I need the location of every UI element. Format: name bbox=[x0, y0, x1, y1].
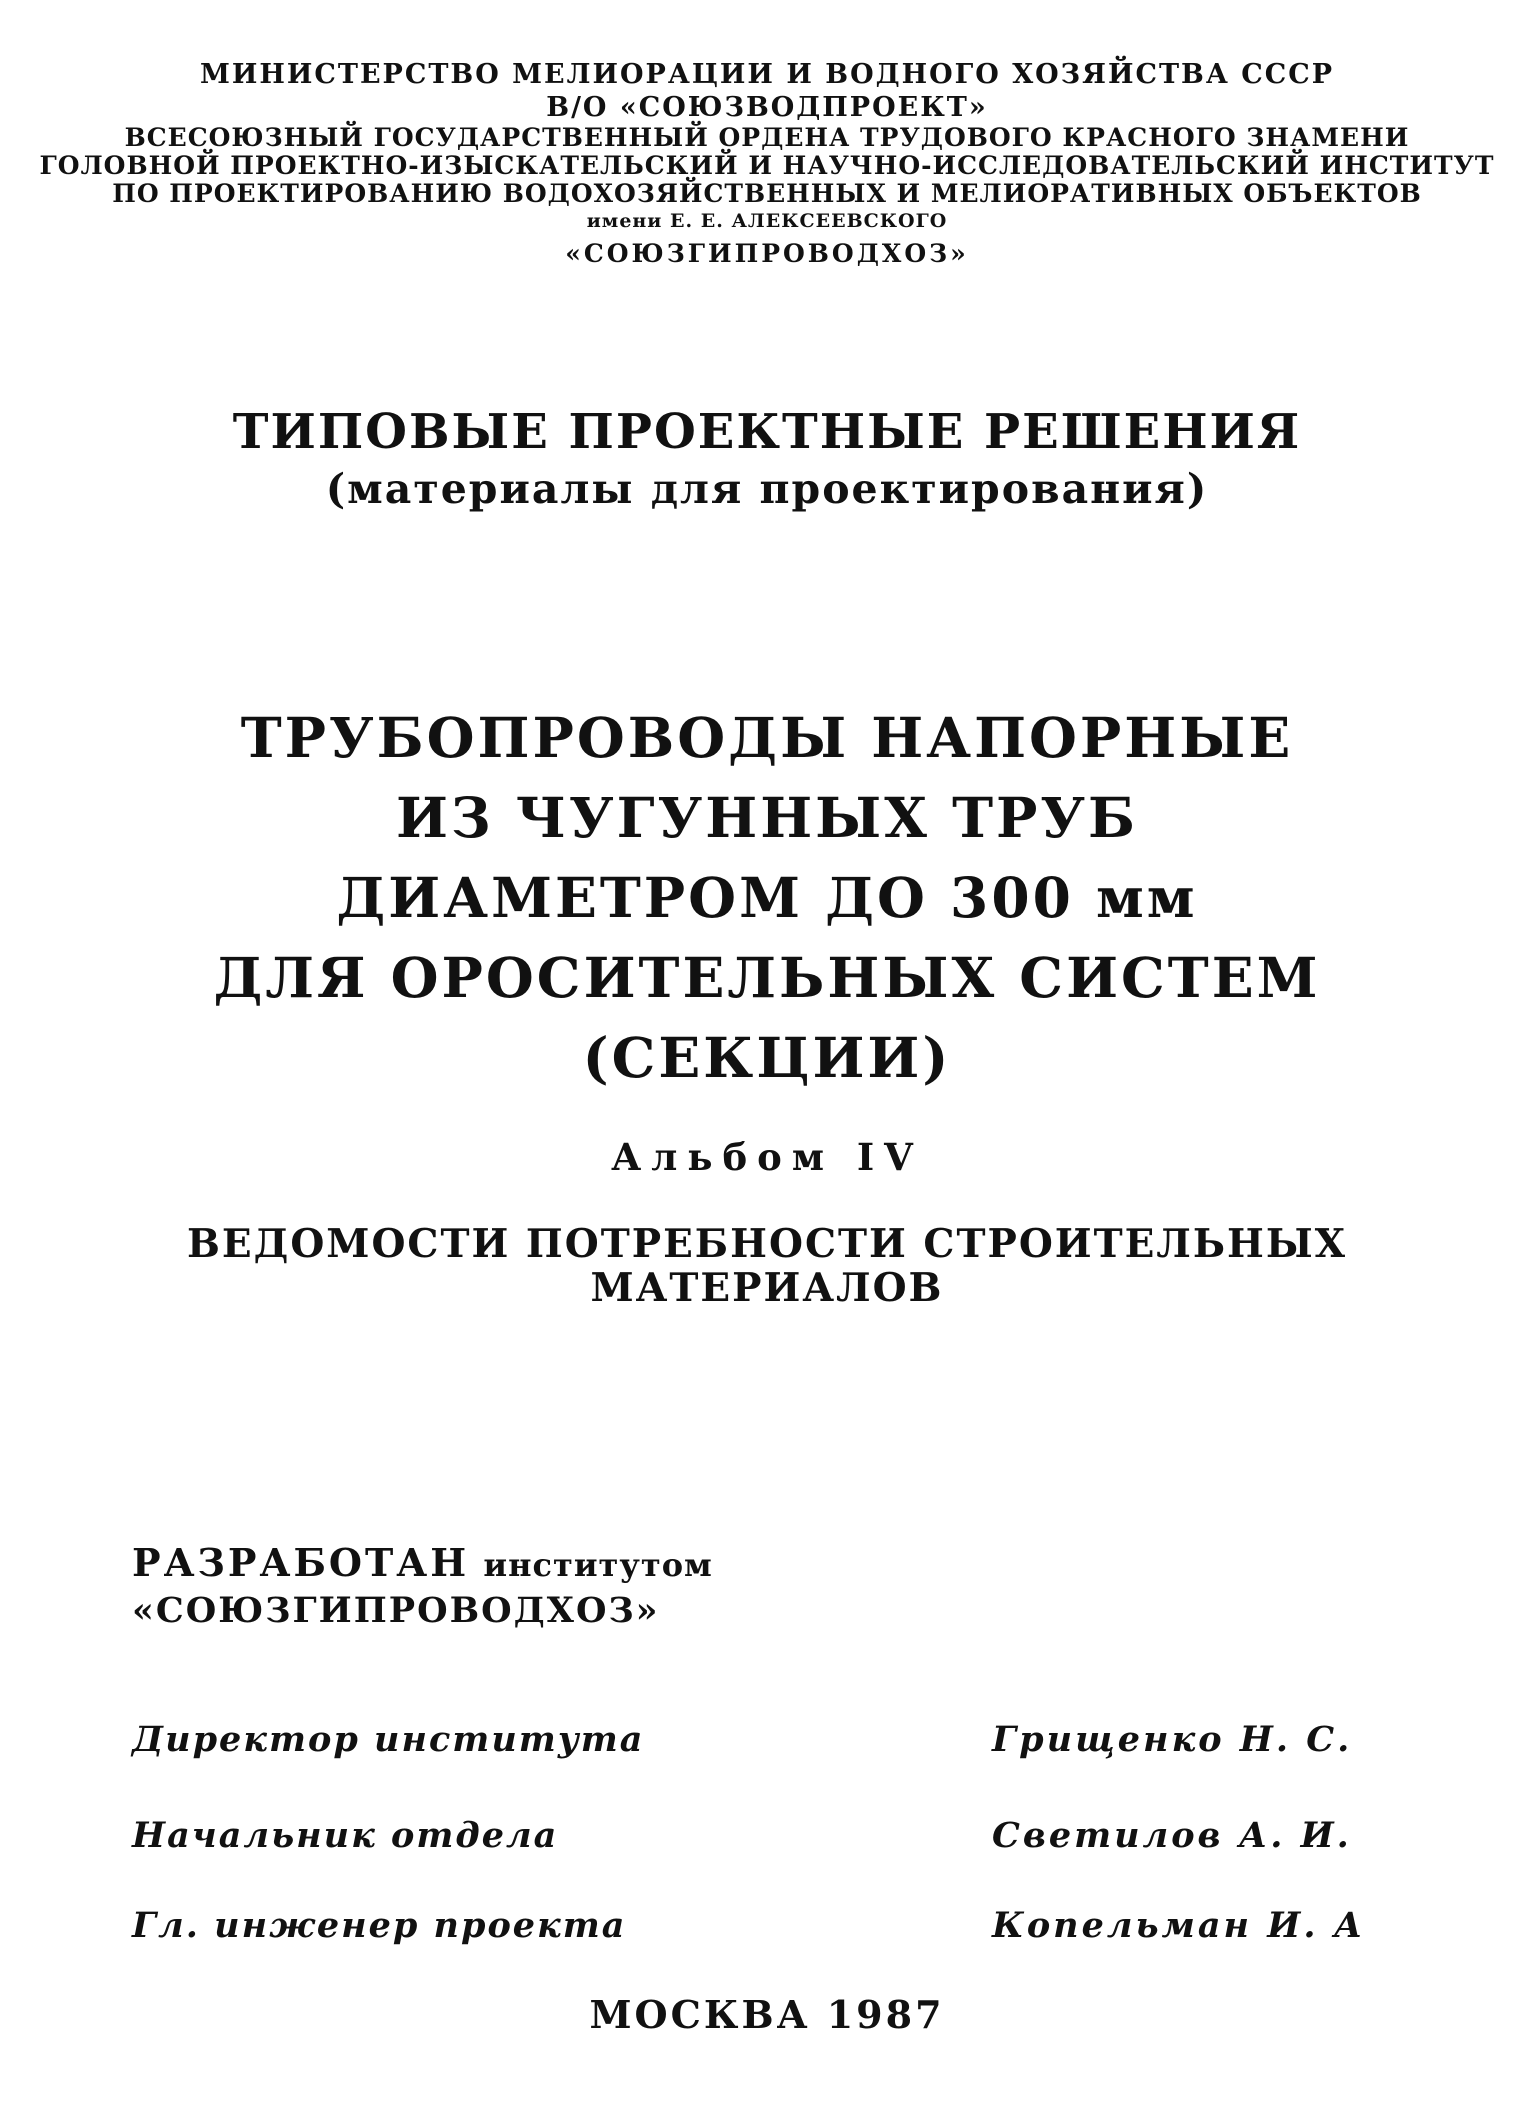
institute-line-3: ПО ПРОЕКТИРОВАНИЮ ВОДОХОЗЯЙСТВЕННЫХ И МЕЛИОРАТИВНЫХ ОБЪЕКТОВ bbox=[112, 179, 1422, 208]
developer-credit bbox=[132, 1540, 713, 1634]
developed-word: РАЗРАБОТАН bbox=[132, 1540, 470, 1585]
title-line-2: ИЗ ЧУГУННЫХ ТРУБ bbox=[396, 785, 1138, 850]
album-label: Альбом IV bbox=[611, 1135, 923, 1179]
series-title: ТИПОВЫЕ ПРОЕКТНЫЕ РЕШЕНИЯ bbox=[232, 404, 1302, 460]
subject-line-2: МАТЕРИАЛОВ bbox=[590, 1265, 944, 1311]
series-heading bbox=[0, 402, 1534, 516]
staff-role: Директор института bbox=[132, 1719, 645, 1760]
staff-row bbox=[0, 1806, 1534, 1866]
developer-line bbox=[132, 1540, 713, 1588]
staff-name: Светилов А. И. bbox=[992, 1815, 1352, 1856]
imprint-footer bbox=[0, 1990, 1534, 2040]
subject-line-1: ВЕДОМОСТИ ПОТРЕБНОСТИ СТРОИТЕЛЬНЫХ bbox=[186, 1221, 1348, 1267]
institute-namesake-line: имени Е. Е. АЛЕКСЕЕВСКОГО bbox=[586, 210, 948, 232]
title-line-3: ДИАМЕТРОМ ДО 300 мм bbox=[336, 865, 1198, 930]
staff-row bbox=[0, 1896, 1534, 1956]
staff-row bbox=[0, 1710, 1534, 1770]
institute-short-name: «СОЮЗГИПРОВОДХОЗ» bbox=[565, 239, 969, 268]
staff-name: Грищенко Н. С. bbox=[992, 1719, 1353, 1760]
institute-line-2: ГОЛОВНОЙ ПРОЕКТНО-ИЗЫСКАТЕЛЬСКИЙ И НАУЧНО-ИССЛЕДОВАТЕЛЬСКИЙ ИНСТИТУТ bbox=[39, 151, 1495, 180]
association-line: В/О «СОЮЗВОДПРОЕКТ» bbox=[546, 92, 988, 123]
album-label-block bbox=[0, 1134, 1534, 1180]
ministry-line: МИНИСТЕРСТВО МЕЛИОРАЦИИ И ВОДНОГО ХОЗЯЙСТВА СССР bbox=[199, 59, 1335, 90]
staff-role: Гл. инженер проекта bbox=[132, 1905, 627, 1946]
title-line-4: ДЛЯ ОРОСИТЕЛЬНЫХ СИСТЕМ bbox=[213, 945, 1321, 1010]
institute-line-1: ВСЕСОЮЗНЫЙ ГОСУДАРСТВЕННЫЙ ОРДЕНА ТРУДОВОГО КРАСНОГО ЗНАМЕНИ bbox=[124, 123, 1410, 152]
title-line-5: (СЕКЦИИ) bbox=[582, 1025, 952, 1090]
staff-name: Копельман И. А bbox=[992, 1905, 1366, 1946]
title-line-1: ТРУБОПРОВОДЫ НАПОРНЫЕ bbox=[240, 705, 1294, 770]
document-title bbox=[0, 698, 1534, 1098]
series-subtitle: (материалы для проектирования) bbox=[325, 465, 1209, 513]
imprint-city-year: МОСКВА 1987 bbox=[589, 1992, 945, 2037]
developer-institute: «СОЮЗГИПРОВОДХОЗ» bbox=[132, 1590, 660, 1631]
by-institute-word: институтом bbox=[483, 1546, 713, 1584]
staff-role: Начальник отдела bbox=[132, 1815, 559, 1856]
album-subject bbox=[0, 1222, 1534, 1310]
organization-header bbox=[0, 58, 1534, 274]
